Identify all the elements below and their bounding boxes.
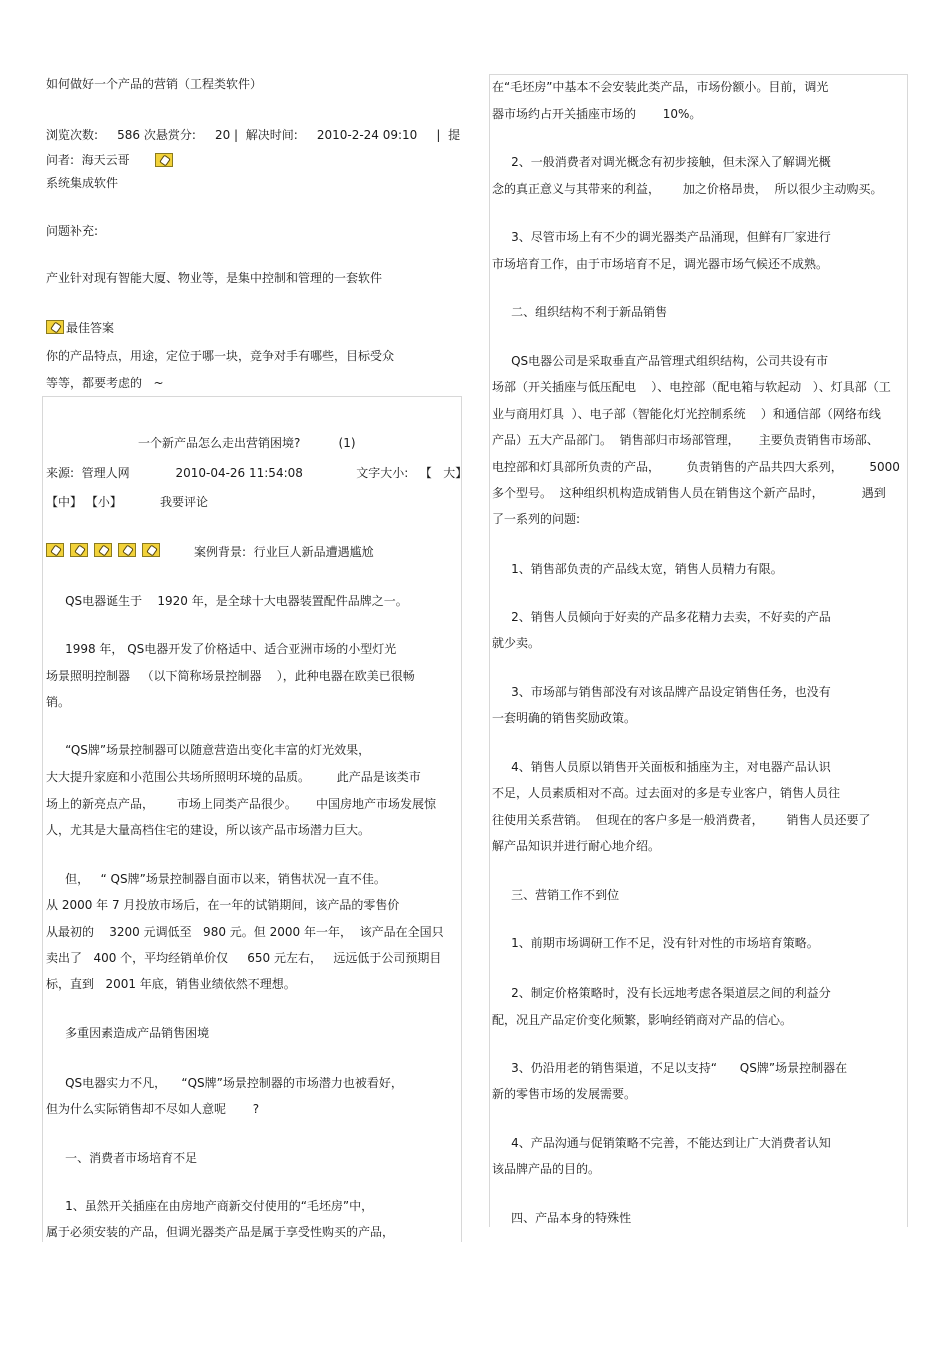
left-line: 1998 年， QS电器开发了价格适中、适合亚洲市场的小型灯光 — [46, 642, 397, 656]
answer-line-2: 等等，都要考虑的 ~ — [46, 376, 164, 390]
left-line: 标，直到 2001 年底，销售业绩依然不理想。 — [46, 977, 296, 991]
right-line: 该品牌产品的目的。 — [492, 1162, 601, 1176]
right-line: 场部（开关插座与低压配电 ）、电控部（配电箱与软起动 ）、灯具部（工 — [492, 380, 891, 394]
left-line: 卖出了 400 个，平均经销单价仅 650 元左右， 远远低于公司预期目 — [46, 951, 442, 965]
left-line: 但为什么实际销售却不尽如人意呢 ? — [46, 1102, 260, 1116]
right-line: 产品）五大产品部门。 销售部归市场部管理， 主要负责销售市场部、 — [492, 433, 879, 447]
right-line: 解产品知识并进行耐心地介绍。 — [492, 839, 661, 853]
left-line: 从 2000 年 7 月投放市场后，在一年的试销期间，该产品的零售价 — [46, 898, 400, 912]
right-line: 3、市场部与销售部没有对该品牌产品设定销售任务，也没有 — [492, 685, 831, 699]
right-line: 就少卖。 — [492, 636, 541, 650]
case-background-heading: 案例背景: 行业巨人新品遭遇尴尬 — [194, 545, 374, 559]
question-category: 系统集成软件 — [46, 176, 119, 190]
user-badge-icon — [155, 153, 173, 167]
right-line: 往使用关系营销。 但现在的客户多是一般消费者， 销售人员还要了 — [492, 813, 871, 827]
answer-line-1: 你的产品特点，用途，定位于哪一块，竞争对手有哪些，目标受众 — [46, 349, 395, 363]
left-line: 场上的新亮点产品， 市场上同类产品很少。 中国房地产市场发展惊 — [46, 797, 436, 811]
left-line: 一、消费者市场培育不足 — [46, 1151, 198, 1165]
case-icon-5 — [142, 543, 160, 557]
right-line: 四、产品本身的特殊性 — [492, 1211, 632, 1225]
left-line: 属于必须安装的产品，但调光器类产品是属于享受性购买的产品， — [46, 1225, 395, 1239]
left-line: 多重因素造成产品销售困境 — [46, 1026, 210, 1040]
right-line: 2、制定价格策略时，没有长远地考虑各渠道层之间的利益分 — [492, 986, 831, 1000]
article-right-frame — [489, 74, 908, 1227]
left-line: 大大提升家庭和小范围公共场所照明环境的品质。 此产品是该类市 — [46, 770, 421, 784]
right-line: QS电器公司是采取垂直产品管理式组织结构，公司共设有市 — [492, 354, 829, 368]
article-source-line: 来源: 管理人网 2010-04-26 11:54:08 文字大小: 【 大】 — [46, 466, 468, 480]
right-line: 3、尽管市场上有不少的调光器类产品涌现，但鲜有厂家进行 — [492, 230, 831, 244]
right-line: 二、组织结构不利于新品销售 — [492, 305, 668, 319]
font-size-options[interactable]: 【中】 【小】 我要评论 — [46, 495, 208, 509]
right-line: 器市场约占开关插座市场的 10%。 — [492, 107, 702, 121]
right-line: 4、产品沟通与促销策略不完善，不能达到让广大消费者认知 — [492, 1136, 831, 1150]
left-line: 销。 — [46, 695, 71, 709]
supplement-text: 产业针对现有智能大厦、物业等，是集中控制和管理的一套软件 — [46, 271, 383, 285]
right-line: 电控部和灯具部所负责的产品， 负责销售的产品共四大系列， 5000 — [492, 460, 900, 474]
left-line: 场景照明控制器 （以下简称场景控制器 ），此种电器在欧美已很畅 — [46, 669, 415, 683]
left-line: “QS牌”场景控制器可以随意营造出变化丰富的灯光效果， — [46, 743, 371, 757]
right-line: 三、营销工作不到位 — [492, 888, 620, 902]
right-line: 4、销售人员原以销售开关面板和插座为主，对电器产品认识 — [492, 760, 831, 774]
best-answer-label: 最佳答案 — [66, 321, 115, 335]
right-line: 2、一般消费者对调光概念有初步接触，但未深入了解调光概 — [492, 155, 831, 169]
right-line: 在“毛坯房”中基本不会安装此类产品，市场份额小。目前，调光 — [492, 80, 829, 94]
left-line: 1、虽然开关插座在由房地产商新交付使用的“毛坯房”中， — [46, 1199, 374, 1213]
question-meta-line1: 浏览次数: 586 次悬赏分: 20 | 解决时间: 2010-2-24 09:10 | 提 — [46, 128, 461, 142]
best-answer-icon — [46, 320, 64, 334]
right-line: 1、销售部负责的产品线太宽，销售人员精力有限。 — [492, 562, 783, 576]
right-line: 多个型号。 这种组织机构造成销售人员在销售这个新产品时， 遇到 — [492, 486, 886, 500]
right-line: 1、前期市场调研工作不足，没有针对性的市场培育策略。 — [492, 936, 819, 950]
case-icon-3 — [94, 543, 112, 557]
right-line: 配，况且产品定价变化频繁，影响经销商对产品的信心。 — [492, 1013, 793, 1027]
supplement-label: 问题补充: — [46, 224, 99, 238]
question-title: 如何做好一个产品的营销（工程类软件） — [46, 77, 263, 91]
right-line: 业与商用灯具 ）、电子部（智能化灯光控制系统 ）和通信部（网络布线 — [492, 407, 881, 421]
right-line: 新的零售市场的发展需要。 — [492, 1087, 637, 1101]
article-title: 一个新产品怎么走出营销困境? (1) — [138, 436, 356, 450]
left-line: QS电器实力不凡， “QS牌”场景控制器的市场潜力也被看好， — [46, 1076, 403, 1090]
right-line: 不足，人员素质相对不高。过去面对的多是专业客户，销售人员往 — [492, 786, 841, 800]
right-line: 念的真正意义与其带来的利益， 加之价格昂贵， 所以很少主动购买。 — [492, 182, 883, 196]
left-line: 但， “ QS牌”场景控制器自面市以来，销售状况一直不佳。 — [46, 872, 386, 886]
case-icon-2 — [70, 543, 88, 557]
right-line: 2、销售人员倾向于好卖的产品多花精力去卖，不好卖的产品 — [492, 610, 831, 624]
right-line: 了一系列的问题: — [492, 512, 581, 526]
question-meta-line2: 问者: 海天云哥 — [46, 153, 130, 167]
case-icon-1 — [46, 543, 64, 557]
left-line: QS电器诞生于 1920 年，是全球十大电器装置配件品牌之一。 — [46, 594, 408, 608]
right-line: 市场培育工作，由于市场培育不足，调光器市场气候还不成熟。 — [492, 257, 829, 271]
right-line: 3、仍沿用老的销售渠道，不足以支持“ QS牌”场景控制器在 — [492, 1061, 848, 1075]
case-icon-4 — [118, 543, 136, 557]
right-line: 一套明确的销售奖励政策。 — [492, 711, 637, 725]
left-line: 从最初的 3200 元调低至 980 元。但 2000 年一年， 该产品在全国只 — [46, 925, 444, 939]
left-line: 人，尤其是大量高档住宅的建设，所以该产品市场潜力巨大。 — [46, 823, 371, 837]
